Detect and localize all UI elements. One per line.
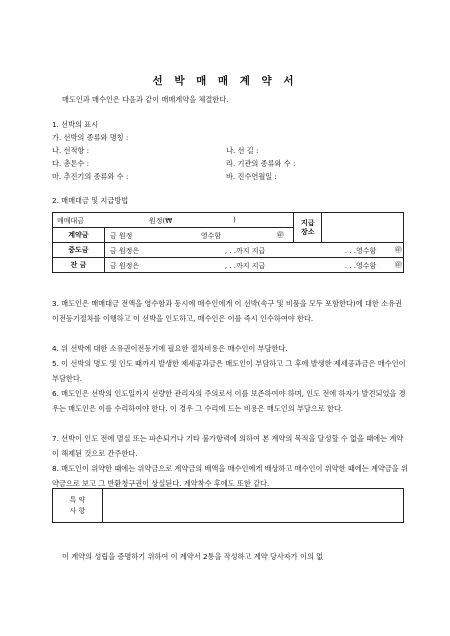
sale-price-close: )	[233, 216, 236, 224]
seal-mark: ㊞	[394, 261, 402, 269]
place-label-line1: 지급	[300, 218, 315, 227]
sale-price-amount: 원정(₩	[149, 217, 173, 225]
section2-heading: 2. 매매대금 및 지급방법	[52, 196, 129, 205]
clause-6: 6. 매도인은 선박의 인도일까지 선량한 관리자의 주의로서 이를 보존하여야 하며, 인도 전에 하자가 발견되었을 경우는 매도인은 이를 수리하여야 한다. 이 경우 그 수리에 드는 비용은 매도인의 부담으로 한다.	[52, 389, 406, 413]
engine-type-count: 라. 기관의 종류와 수 :	[226, 159, 296, 168]
special-terms-label	[53, 489, 103, 523]
sale-price-label: 매매대금	[57, 217, 85, 225]
section1-heading: 1. 선박의 표시	[52, 120, 99, 129]
place-label-line2: 장소	[300, 227, 315, 236]
interim-amount: 금 원정은	[109, 247, 140, 255]
balance-amount: 금 원정은	[109, 262, 140, 270]
deposit-label: 계약금	[53, 228, 105, 243]
clause-5: 5. 이 선박의 명도 및 인도 때까지 발생한 제세공과금은 매도인이 부담하고 그 후에 발생한 제세공과금은 매수인이 부담한다.	[52, 359, 406, 383]
deposit-amount: 금 원정	[109, 232, 133, 240]
clause-7: 7. 선박이 인도 전에 멸실 또는 파손되거나 기타 불가항력에 의하여 본 계약의 목적을 달성할 수 없을 때에는 계약이 해제된 것으로 간주한다.	[52, 434, 404, 458]
interim-due: , . .까지 지급	[224, 247, 266, 255]
sale-price-row	[53, 213, 294, 228]
special-label-line1: 특 약	[69, 495, 86, 504]
interim-receipt: . . .영수함	[344, 247, 377, 255]
special-terms-table	[52, 488, 404, 523]
interim-row	[104, 243, 403, 258]
propeller-type-count: 마. 추진기의 종류와 수 :	[52, 172, 129, 181]
clause-4: 4. 위 선박에 대한 소유권이전등기에 필요한 절차비용은 매수인이 부담한다.	[52, 344, 288, 353]
payment-place-value	[322, 213, 404, 243]
seal-mark: ㊞	[394, 246, 402, 254]
deposit-row	[104, 228, 293, 243]
vessel-length: 나. 선 길 :	[226, 146, 259, 155]
intro-text: 매도인과 매수인은 다음과 같이 매매계약을 체결한다.	[62, 95, 229, 104]
payment-place-label	[294, 213, 322, 243]
gross-tonnage: 다. 총톤수 :	[52, 159, 90, 168]
balance-row	[104, 258, 403, 273]
balance-label: 잔 금	[53, 258, 105, 273]
deposit-receipt: 영수함	[200, 232, 222, 240]
clause-3: 3. 매도인은 매매대금 전액을 영수함과 동시에 매수인에게 이 선박(속구 및 비품을 모두 포함한다)에 대한 소유권이전등기절차를 이행하고 이 선박을 인도하고, 매수인은 이를 즉시 인수하여야 한다.	[52, 299, 402, 323]
document-title: 선 박 매 매 계 약 서	[152, 75, 298, 87]
clause-8: 8. 매도인이 위약한 때에는 위약금으로 계약금의 배액을 매수인에게 배상하고 매수인이 위약한 때에는 계약금을 위약금으로 보고 그 반환청구권이 상실된다. 계약착수 후에도 또한 같다.	[52, 464, 408, 488]
seal-mark: ㊞	[276, 231, 284, 239]
special-label-line2: 사 항	[69, 506, 86, 515]
balance-due: , . .까지 지급	[224, 262, 266, 270]
payment-table	[52, 212, 404, 273]
closing-text: 이 계약의 성립을 증명하기 위하여 이 계약서 2통을 작성하고 계약 당사자가 이의 없	[62, 552, 324, 561]
launch-date: 바. 진수연월일 :	[226, 172, 277, 181]
balance-receipt: . . .영수함	[344, 262, 377, 270]
interim-label: 중도금	[53, 243, 105, 258]
special-terms-content	[102, 489, 403, 523]
port-of-registry: 나. 선적항 :	[52, 146, 90, 155]
vessel-type-name: 가. 선박의 종류와 명칭 :	[52, 133, 129, 142]
